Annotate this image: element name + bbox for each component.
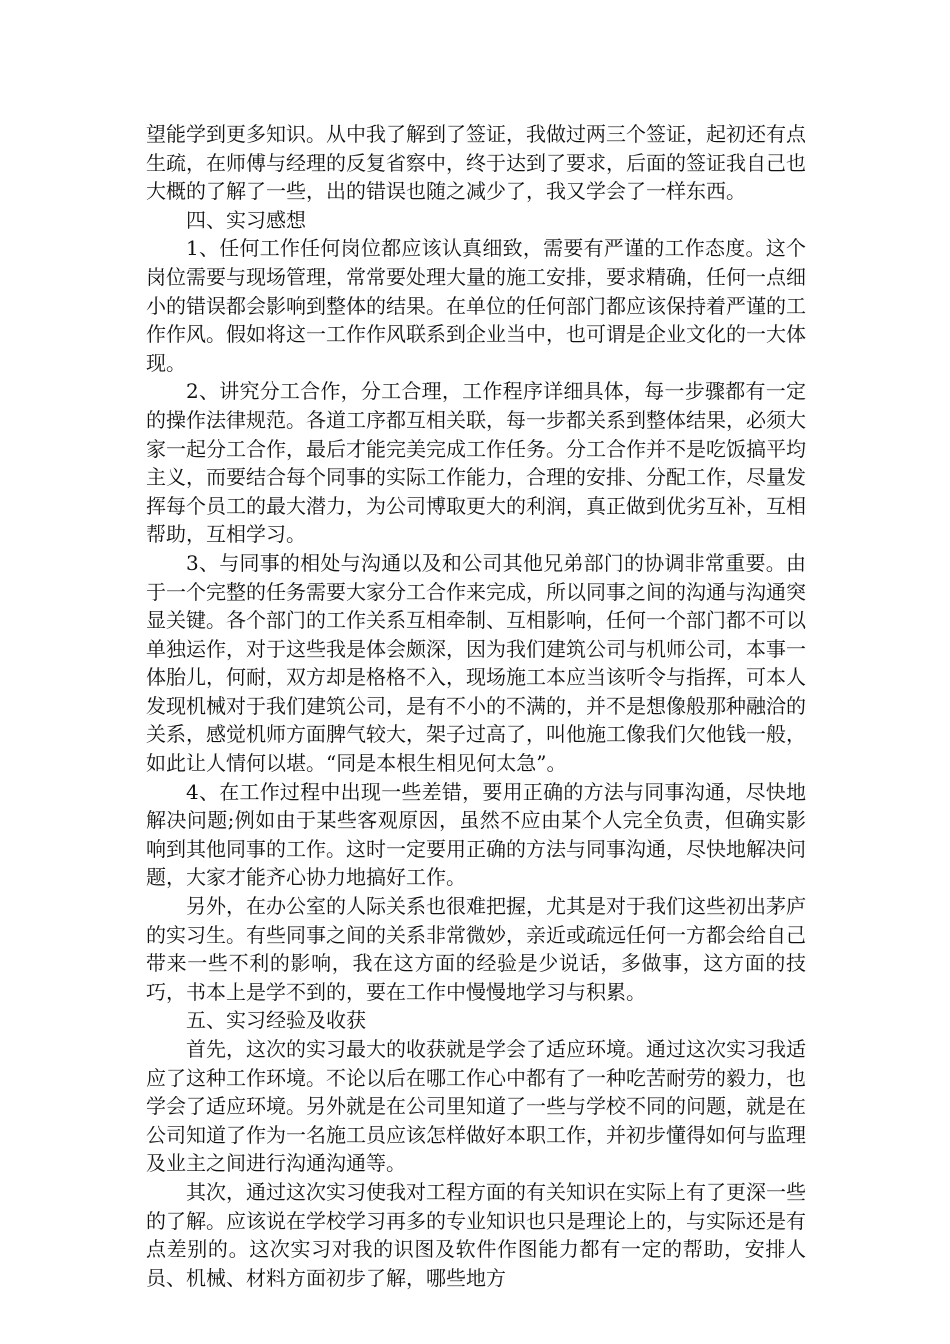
section-heading-experience: 五、实习经验及收获 (186, 1008, 366, 1033)
paragraph-rigor: 1、任何工作任何岗位都应该认真细致，需要有严谨的工作态度。这个岗位需要与现场管理，常常要处理大量的施工安排，要求精确，任何一点细小的错误都会影响到整体的结果。在单位的任何部门都应该保持着严谨的工作作风。假如将这一工作作风联系到企业当中，也可谓是企业文化的一大体现。 (146, 236, 806, 375)
paragraph-division-of-labor: 2、讲究分工合作，分工合理，工作程序详细具体，每一步骤都有一定的操作法律规范。各道工序都互相关联，每一步都关系到整体结果，必须大家一起分工合作，最后才能完美完成工作任务。分工合作并不是吃饭搞平均主义，而要结合每个同事的实际工作能力，合理的安排、分配工作，尽量发挥每个员工的最大潜力，为公司博取更大的利润，真正做到优劣互补，互相帮助，互相学习。 (146, 379, 806, 547)
paragraph-adaptation: 首先，这次的实习最大的收获就是学会了适应环境。通过这次实习我适应了这种工作环境。不论以后在哪工作心中都有了一种吃苦耐劳的毅力，也学会了适应环境。另外就是在公司里知道了一些与学校不同的问题，就是在公司知道了作为一名施工员应该怎样做好本职工作，并初步懂得如何与监理及业主之间进行沟通沟通等。 (146, 1037, 806, 1176)
paragraph-error-handling: 4、在工作过程中出现一些差错，要用正确的方法与同事沟通，尽快地解决问题;例如由于某些客观原因，虽然不应由某个人完全负责，但确实影响到其他同事的工作。这时一定要用正确的方法与同事沟通，尽快地解决问题，大家才能齐心协力地搞好工作。 (146, 779, 806, 890)
section-heading-reflections: 四、实习感想 (186, 207, 306, 232)
continuation-paragraph: 望能学到更多知识。从中我了解到了签证，我做过两三个签证，起初还有点生疏，在师傅与经理的反复省察中，终于达到了要求，后面的签证我自己也大概的了解了一些，出的错误也随之减少了，我又学会了一样东西。 (146, 122, 806, 204)
document-page (146, 120, 806, 1292)
paragraph-communication: 3、与同事的相处与沟通以及和公司其他兄弟部门的协调非常重要。由于一个完整的任务需要大家分工合作来完成，所以同事之间的沟通与沟通突显关键。各个部门的工作关系互相牵制、互相影响，任何一个部门都不可以单独运作，对于这些我是体会颇深，因为我们建筑公司与机师公司，本事一体胎儿，何耐，双方却是格格不入，现场施工本应当该听令与指挥，可本人发现机械对于我们建筑公司，是有不小的不满的，并不是想像般那种融洽的关系，感觉机师方面脾气较大，架子过高了，叫他施工像我们欠他钱一般，如此让人情何以堪。“同是本根生相见何太急”。 (146, 550, 806, 776)
paragraph-knowledge: 其次，通过这次实习使我对工程方面的有关知识在实际上有了更深一些的了解。应该说在学校学习再多的专业知识也只是理论上的，与实际还是有点差别的。这次实习对我的识图及软件作图能力都有一定的帮助，安排人员、机械、材料方面初步了解，哪些地方 (146, 1179, 806, 1290)
paragraph-office-relations: 另外，在办公室的人际关系也很难把握，尤其是对于我们这些初出茅庐的实习生。有些同事之间的关系非常微妙，亲近或疏远任何一方都会给自己带来一些不利的影响，我在这方面的经验是少说话，多做事，这方面的技巧，书本上是学不到的，要在工作中慢慢地学习与积累。 (146, 894, 806, 1004)
